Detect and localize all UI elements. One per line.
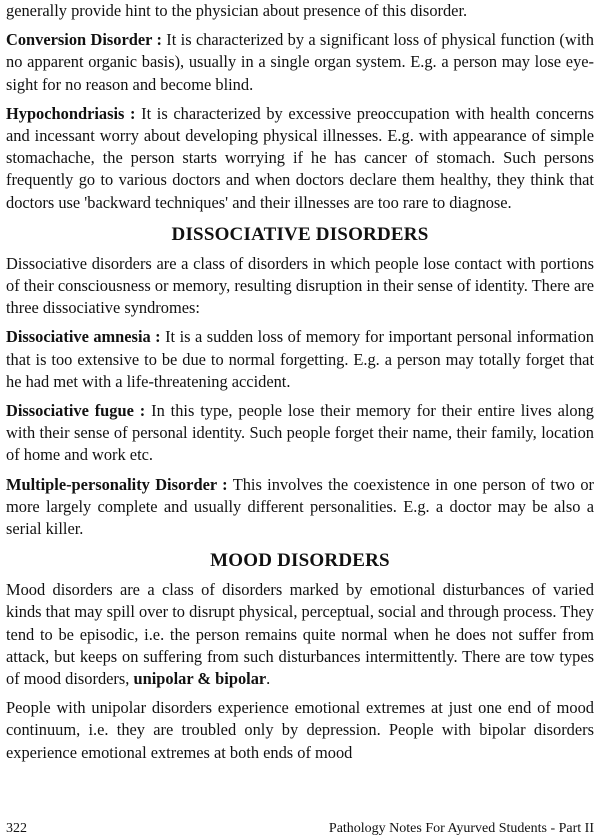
hypochondriasis-text: It is characterized by excessive preoccupation with health concerns and incessant worry about developing physical illnesses. E.g. with appearance of simple stomachache, the person starts worrying if he has cancer of stomach. Such persons frequently go to various doctors and when doctors declare them healthy, they think that doctors use 'backward techniques' and their illnesses are too rare to diagnose. [6,103,594,212]
conversion-disorder-term: Conversion Disorder : [6,30,162,50]
dissociative-amnesia-text: It is a sudden loss of memory for important personal information that is too extensive to be due to normal forgetting. E.g. a person may totally forget that he had met with a life-threatening accident. [6,327,594,391]
mood-intro-text: Mood disorders are a class of disorders marked by emotional disturbances of varied kinds that may spill over to disrupt physical, perceptual, social and through process. They tend to be episodic, i.e. the person remains quite normal when he does not suffer from attack, but keeps on suffering from such disturbances intermittently. There are tow types of mood disorders, [6,580,594,689]
mood-intro-period: . [266,669,271,689]
mood-intro-paragraph [6,579,594,690]
page-footer [6,818,594,840]
mood-extremes-paragraph [6,697,594,764]
hypochondriasis-term: Hypochondriasis : [6,103,136,123]
dissociative-intro-text: Dissociative disorders are a class of disorders in which people lose contact with portions of their consciousness or memory, resulting disruption in their sense of identity. There are three dissociative syndromes: [6,253,594,318]
multiple-personality-paragraph [6,474,594,541]
dissociative-intro-paragraph [6,253,594,320]
ampersand: & [193,669,216,689]
intro-paragraph [6,0,594,22]
dissociative-disorders-heading: DISSOCIATIVE DISORDERS [171,223,429,245]
bipolar-term: bipolar [215,669,267,689]
dissociative-fugue-paragraph [6,400,594,467]
hypochondriasis-paragraph [6,103,594,214]
conversion-disorder-text: It is characterized by a significant loss of physical function (with no apparent organic basis), usually in a single organ system. E.g. a person may lose eye-sight for no reason and become blind. [6,30,594,94]
mood-extremes-text: People with unipolar disorders experience emotional extremes at just one end of mood continuum, i.e. they are troubled only by depression. People with bipolar disorders experience emotional extremes at both ends of mood [6,698,594,762]
dissociative-amnesia-term: Dissociative amnesia : [6,327,161,347]
running-title: Pathology Notes For Ayurved Students - Part II [328,821,594,836]
page-body [6,0,594,764]
multiple-personality-text: This involves the coexistence in one person of two or more largely complete and usually different personalities. E.g. a doctor may be also a serial killer. [6,474,594,539]
conversion-disorder-paragraph [6,29,594,96]
dissociative-amnesia-paragraph [6,326,594,393]
page-number: 322 [6,821,27,836]
intro-text: generally provide hint to the physician about presence of this disorder. [6,1,468,20]
dissociative-fugue-text: In this type, people lose their memory for their entire lives along with their sense of personal identity. Such people forget their name, their family, location of home and work etc. [6,401,595,465]
multiple-personality-term: Multiple-personality Disorder : [6,474,228,494]
mood-disorders-heading: MOOD DISORDERS [210,550,390,572]
dissociative-fugue-term: Dissociative fugue : [6,401,146,421]
unipolar-term: unipolar [133,669,194,689]
